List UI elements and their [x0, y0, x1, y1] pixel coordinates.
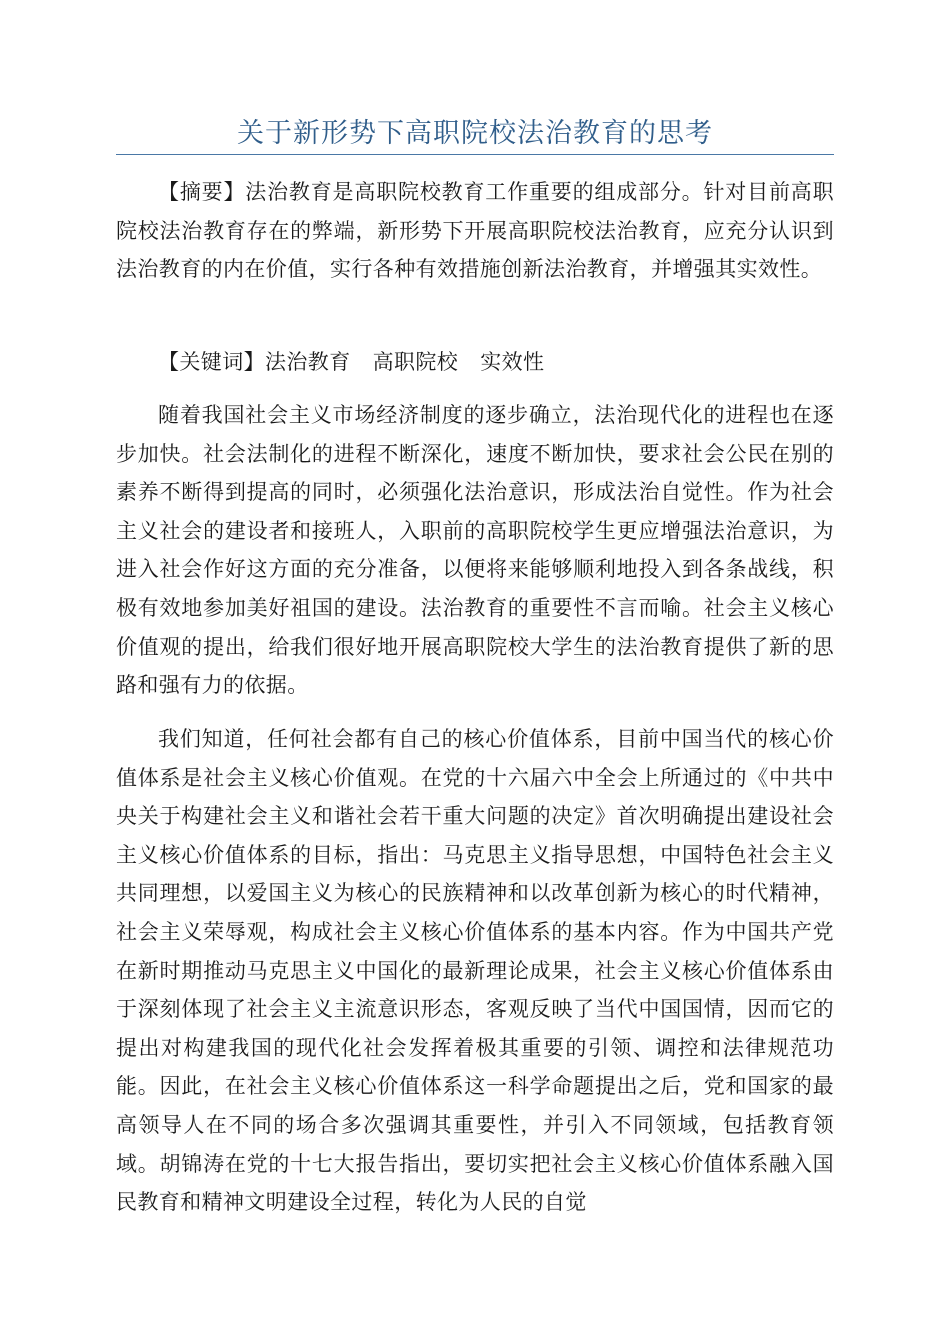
body-paragraph: 我们知道，任何社会都有自己的核心价值体系，目前中国当代的核心价值体系是社会主义核心价值观。在党的十六届六中全会上所通过的《中共中央关于构建社会主义和谐社会若干重大问题的决定》首次明确提出建设社会主义核心价值体系的目标，指出：马克思主义指导思想，中国特色社会主义共同理想，以爱国主义为核心的民族精神和以改革创新为核心的时代精神，社会主义荣辱观，构成社会主义核心价值体系的基本内容。作为中国共产党在新时期推动马克思主义中国化的最新理论成果，社会主义核心价值体系由于深刻体现了社会主义主流意识形态，客观反映了当代中国国情，因而它的提出对构建我国的现代化社会发挥着极其重要的引领、调控和法律规范功能。因此，在社会主义核心价值体系这一科学命题提出之后，党和国家的最高领导人在不同的场合多次强调其重要性，并引入不同领域，包括教育领域。胡锦涛在党的十七大报告指出，要切实把社会主义核心价值体系融入国民教育和精神文明建设全过程，转化为人民的自觉: [116, 727, 834, 1215]
abstract-text: 法治教育是高职院校教育工作重要的组成部分。针对目前高职院校法治教育存在的弊端，新形势下开展高职院校法治教育，应充分认识到法治教育的内在价值，实行各种有效措施创新法治教育，并增强其实效性。: [116, 180, 834, 282]
keyword-item: 实效性: [480, 350, 545, 374]
keywords-paragraph: [116, 343, 834, 382]
abstract-paragraph: [116, 173, 834, 289]
abstract-label: 【摘要】: [158, 180, 246, 204]
keyword-item: 高职院校: [372, 350, 459, 374]
body-paragraph: 随着我国社会主义市场经济制度的逐步确立，法治现代化的进程也在逐步加快。社会法制化的进程不断深化，速度不断加快，要求社会公民在别的素养不断得到提高的同时，必须强化法治意识，形成法治自觉性。作为社会主义社会的建设者和接班人，入职前的高职院校学生更应增强法治意识，为进入社会作好这方面的充分准备，以便将来能够顺利地投入到各条战线，积极有效地参加美好祖国的建设。法治教育的重要性不言而喻。社会主义核心价值观的提出，给我们很好地开展高职院校大学生的法治教育提供了新的思路和强有力的依据。: [116, 403, 834, 698]
keyword-item: 法治教育: [265, 350, 351, 374]
keywords-label: 【关键词】: [158, 350, 265, 374]
title-underline: [116, 154, 834, 155]
document-title: 关于新形势下高职院校法治教育的思考: [237, 118, 713, 149]
